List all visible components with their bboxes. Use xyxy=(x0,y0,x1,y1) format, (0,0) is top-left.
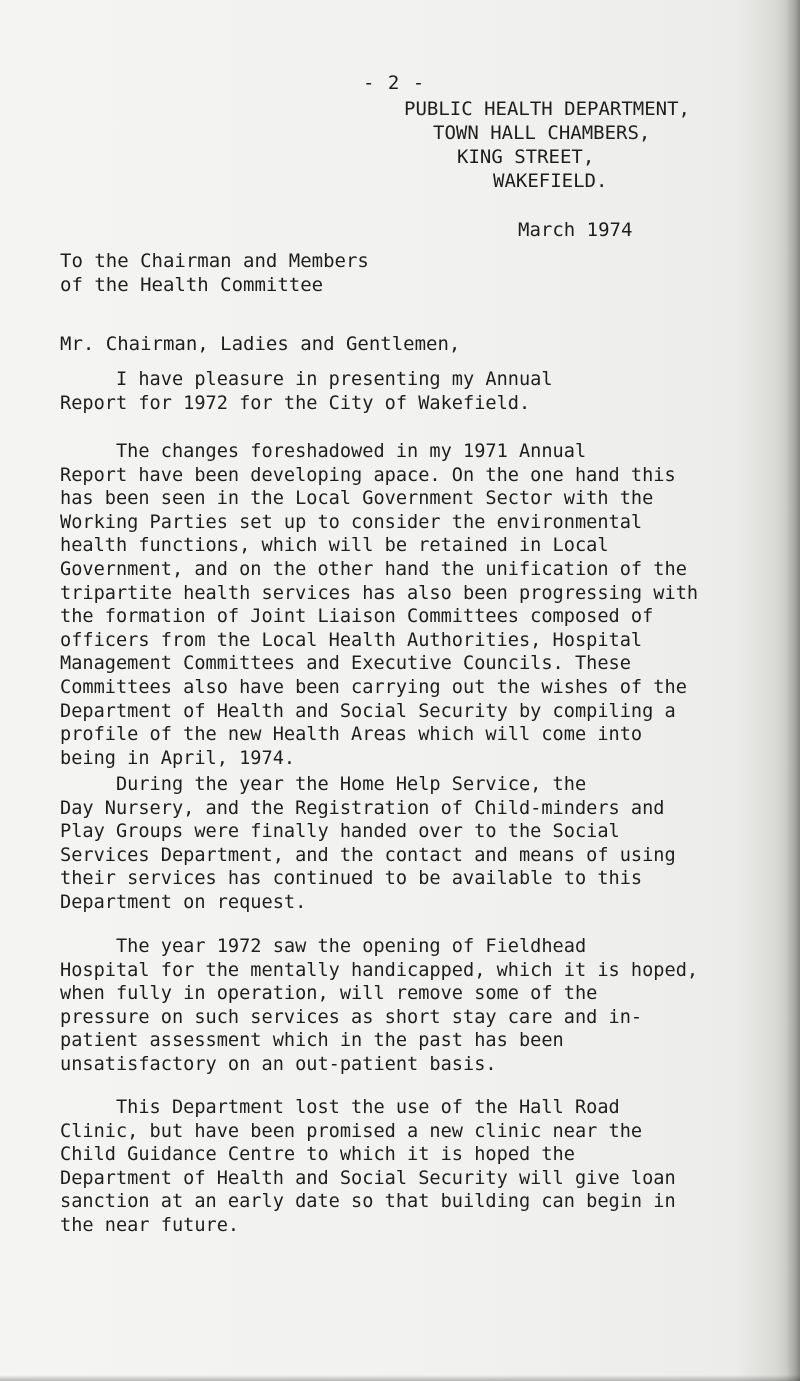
paragraph-4 xyxy=(60,935,776,1077)
paragraph-line: Report have been developing apace. On the one hand this xyxy=(60,464,676,486)
paragraph-line: unsatisfactory on an out-patient basis. xyxy=(60,1053,497,1075)
paragraph-line: Hospital for the mentally handicapped, which it is hoped, xyxy=(60,959,699,981)
paragraph-line: pressure on such services as short stay care and in- xyxy=(60,1006,643,1028)
paragraph-line: Government, and on the other hand the unification of the xyxy=(60,558,687,580)
paragraph-line: Day Nursery, and the Registration of Child-minders and xyxy=(60,797,665,819)
paragraph-line: Committees also have been carrying out the wishes of the xyxy=(60,676,687,698)
paragraph-line: officers from the Local Health Authorities, Hospital xyxy=(60,629,643,651)
paragraph-line: the near future. xyxy=(60,1214,240,1236)
paragraph-5 xyxy=(60,1096,776,1238)
paragraph-line: health functions, which will be retained in Local xyxy=(60,535,609,557)
paragraph-3 xyxy=(60,773,776,915)
paragraph-line: This Department lost the use of the Hall Road xyxy=(60,1097,620,1118)
recipient-block xyxy=(60,249,369,297)
page-number: - 2 - xyxy=(363,72,426,94)
address-line-building: TOWN HALL CHAMBERS, xyxy=(433,122,651,144)
paragraph-line: Department on request. xyxy=(60,891,307,913)
paragraph-line: I have pleasure in presenting my Annual xyxy=(60,369,553,390)
salutation: Mr. Chairman, Ladies and Gentlemen, xyxy=(60,333,461,355)
paragraph-line: Department of Health and Social Security by compiling a xyxy=(60,700,676,722)
page-bottom-edge xyxy=(0,1375,800,1381)
paragraph-line: profile of the new Health Areas which will come into xyxy=(60,724,643,746)
paragraph-line: the formation of Joint Liaison Committees composed of xyxy=(60,606,654,628)
recipient-line-2: of the Health Committee xyxy=(60,274,324,296)
paragraph-line: Working Parties set up to consider the environmental xyxy=(60,511,643,533)
paragraph-line: Clinic, but have been promised a new clinic near the xyxy=(60,1120,643,1142)
paragraph-line: Play Groups were finally handed over to the Social xyxy=(60,821,620,843)
paragraph-line: has been seen in the Local Government Sector with the xyxy=(60,488,654,510)
paragraph-line: patient assessment which in the past has been xyxy=(60,1030,564,1052)
paragraph-2 xyxy=(60,440,776,770)
paragraph-line: tripartite health services has also been progressing with xyxy=(60,582,699,604)
paragraph-line: The changes foreshadowed in my 1971 Annual xyxy=(60,441,587,462)
paragraph-line: their services has continued to be available to this xyxy=(60,868,643,890)
page-edge-shadow xyxy=(786,0,800,1381)
address-line-street: KING STREET, xyxy=(457,146,595,168)
paragraph-line: when fully in operation, will remove some of the xyxy=(60,983,598,1005)
paragraph-line: Department of Health and Social Security will give loan xyxy=(60,1167,676,1189)
paragraph-line: Management Committees and Executive Councils. These xyxy=(60,653,631,675)
address-line-department: PUBLIC HEALTH DEPARTMENT, xyxy=(404,98,690,120)
paragraph-line: During the year the Home Help Service, the xyxy=(60,774,587,795)
paragraph-line: The year 1972 saw the opening of Fieldhead xyxy=(60,936,587,957)
letter-date: March 1974 xyxy=(518,219,633,241)
recipient-line-1: To the Chairman and Members xyxy=(60,250,369,272)
paragraph-line: being in April, 1974. xyxy=(60,747,296,769)
address-line-city: WAKEFIELD. xyxy=(493,170,608,192)
paragraph-line: Child Guidance Centre to which it is hoped the xyxy=(60,1144,575,1166)
paragraph-line: Services Department, and the contact and means of using xyxy=(60,844,676,866)
paragraph-1 xyxy=(60,368,776,415)
paragraph-line: sanction at an early date so that building can begin in xyxy=(60,1191,676,1213)
paragraph-line: Report for 1972 for the City of Wakefield. xyxy=(60,392,531,414)
